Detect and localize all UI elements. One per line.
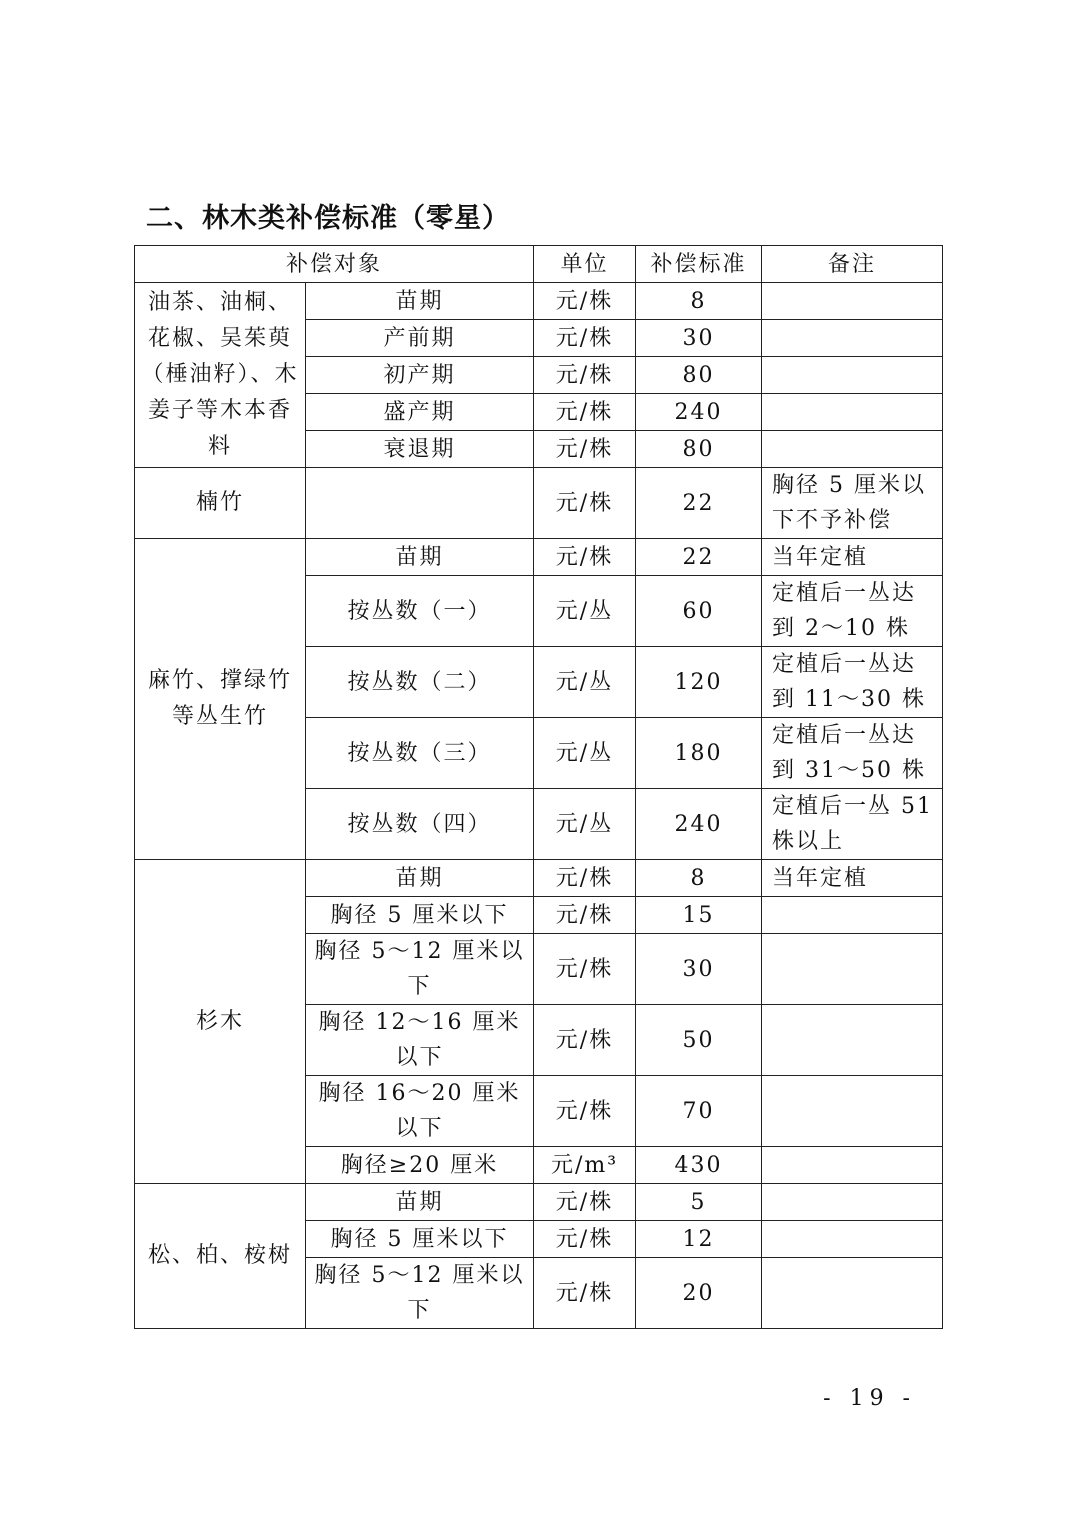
note-cell: [762, 1147, 943, 1184]
note-cell: [762, 1184, 943, 1221]
header-object: 补偿对象: [135, 246, 534, 283]
sub-object-cell: 胸径 5 厘米以下: [306, 897, 534, 934]
note-cell: 定植后一丛达到 2～10 株: [762, 576, 943, 647]
note-cell: [762, 431, 943, 468]
standard-cell: 30: [636, 320, 762, 357]
unit-cell: 元/丛: [534, 718, 636, 789]
standard-cell: 15: [636, 897, 762, 934]
unit-cell: 元/株: [534, 357, 636, 394]
sub-object-cell: 胸径 16～20 厘米以下: [306, 1076, 534, 1147]
unit-cell: 元/株: [534, 539, 636, 576]
sub-object-cell: 按丛数（四）: [306, 789, 534, 860]
header-unit: 单位: [534, 246, 636, 283]
standard-cell: 8: [636, 860, 762, 897]
note-cell: 定植后一丛 51 株以上: [762, 789, 943, 860]
standard-cell: 80: [636, 357, 762, 394]
unit-cell: 元/株: [534, 1005, 636, 1076]
standard-cell: 430: [636, 1147, 762, 1184]
standard-cell: 80: [636, 431, 762, 468]
object-cell: 杉木: [135, 860, 306, 1184]
sub-object-cell: 产前期: [306, 320, 534, 357]
sub-object-cell: 按丛数（二）: [306, 647, 534, 718]
sub-object-cell: 胸径 5～12 厘米以下: [306, 1258, 534, 1329]
standard-cell: 22: [636, 539, 762, 576]
sub-object-cell: 胸径≥20 厘米: [306, 1147, 534, 1184]
sub-object-cell: 盛产期: [306, 394, 534, 431]
object-cell: 麻竹、撑绿竹等丛生竹: [135, 539, 306, 860]
sub-object-cell: 胸径 5～12 厘米以下: [306, 934, 534, 1005]
sub-object-cell: [306, 468, 534, 539]
compensation-table: [134, 245, 943, 1329]
unit-cell: 元/株: [534, 1221, 636, 1258]
unit-cell: 元/株: [534, 934, 636, 1005]
table-row: [135, 860, 943, 897]
standard-cell: 5: [636, 1184, 762, 1221]
standard-cell: 60: [636, 576, 762, 647]
unit-cell: 元/丛: [534, 647, 636, 718]
note-cell: [762, 283, 943, 320]
table-header-row: [135, 246, 943, 283]
note-cell: [762, 394, 943, 431]
standard-cell: 22: [636, 468, 762, 539]
object-cell: 油茶、油桐、花椒、吴茱萸（棰油籽）、木姜子等木本香料: [135, 283, 306, 468]
standard-cell: 50: [636, 1005, 762, 1076]
unit-cell: 元/株: [534, 1258, 636, 1329]
sub-object-cell: 衰退期: [306, 431, 534, 468]
page-number: - 19 -: [823, 1386, 916, 1411]
note-cell: 定植后一丛达到 11～30 株: [762, 647, 943, 718]
sub-object-cell: 苗期: [306, 283, 534, 320]
note-cell: [762, 934, 943, 1005]
header-standard: 补偿标准: [636, 246, 762, 283]
note-cell: [762, 1076, 943, 1147]
object-cell: 楠竹: [135, 468, 306, 539]
standard-cell: 12: [636, 1221, 762, 1258]
table-row: [135, 283, 943, 320]
unit-cell: 元/株: [534, 283, 636, 320]
note-cell: [762, 1221, 943, 1258]
table-row: [135, 1184, 943, 1221]
standard-cell: 70: [636, 1076, 762, 1147]
unit-cell: 元/株: [534, 897, 636, 934]
sub-object-cell: 胸径 5 厘米以下: [306, 1221, 534, 1258]
table-row: [135, 468, 943, 539]
note-cell: 定植后一丛达到 31～50 株: [762, 718, 943, 789]
unit-cell: 元/株: [534, 320, 636, 357]
unit-cell: 元/株: [534, 431, 636, 468]
note-cell: [762, 1005, 943, 1076]
sub-object-cell: 苗期: [306, 860, 534, 897]
standard-cell: 8: [636, 283, 762, 320]
header-note: 备注: [762, 246, 943, 283]
note-cell: 当年定植: [762, 860, 943, 897]
sub-object-cell: 苗期: [306, 1184, 534, 1221]
table-row: [135, 539, 943, 576]
unit-cell: 元/株: [534, 1184, 636, 1221]
note-cell: [762, 320, 943, 357]
note-cell: [762, 897, 943, 934]
object-cell: 松、柏、桉树: [135, 1184, 306, 1329]
unit-cell: 元/株: [534, 860, 636, 897]
standard-cell: 20: [636, 1258, 762, 1329]
standard-cell: 240: [636, 394, 762, 431]
unit-cell: 元/丛: [534, 576, 636, 647]
unit-cell: 元/株: [534, 394, 636, 431]
unit-cell: 元/m³: [534, 1147, 636, 1184]
sub-object-cell: 胸径 12～16 厘米以下: [306, 1005, 534, 1076]
note-cell: [762, 357, 943, 394]
standard-cell: 240: [636, 789, 762, 860]
table-body: [135, 283, 943, 1329]
sub-object-cell: 苗期: [306, 539, 534, 576]
unit-cell: 元/株: [534, 468, 636, 539]
standard-cell: 120: [636, 647, 762, 718]
unit-cell: 元/株: [534, 1076, 636, 1147]
unit-cell: 元/丛: [534, 789, 636, 860]
note-cell: 胸径 5 厘米以下不予补偿: [762, 468, 943, 539]
section-heading: 二、林木类补偿标准（零星）: [146, 203, 510, 234]
sub-object-cell: 按丛数（一）: [306, 576, 534, 647]
note-cell: 当年定植: [762, 539, 943, 576]
sub-object-cell: 按丛数（三）: [306, 718, 534, 789]
standard-cell: 30: [636, 934, 762, 1005]
sub-object-cell: 初产期: [306, 357, 534, 394]
standard-cell: 180: [636, 718, 762, 789]
note-cell: [762, 1258, 943, 1329]
